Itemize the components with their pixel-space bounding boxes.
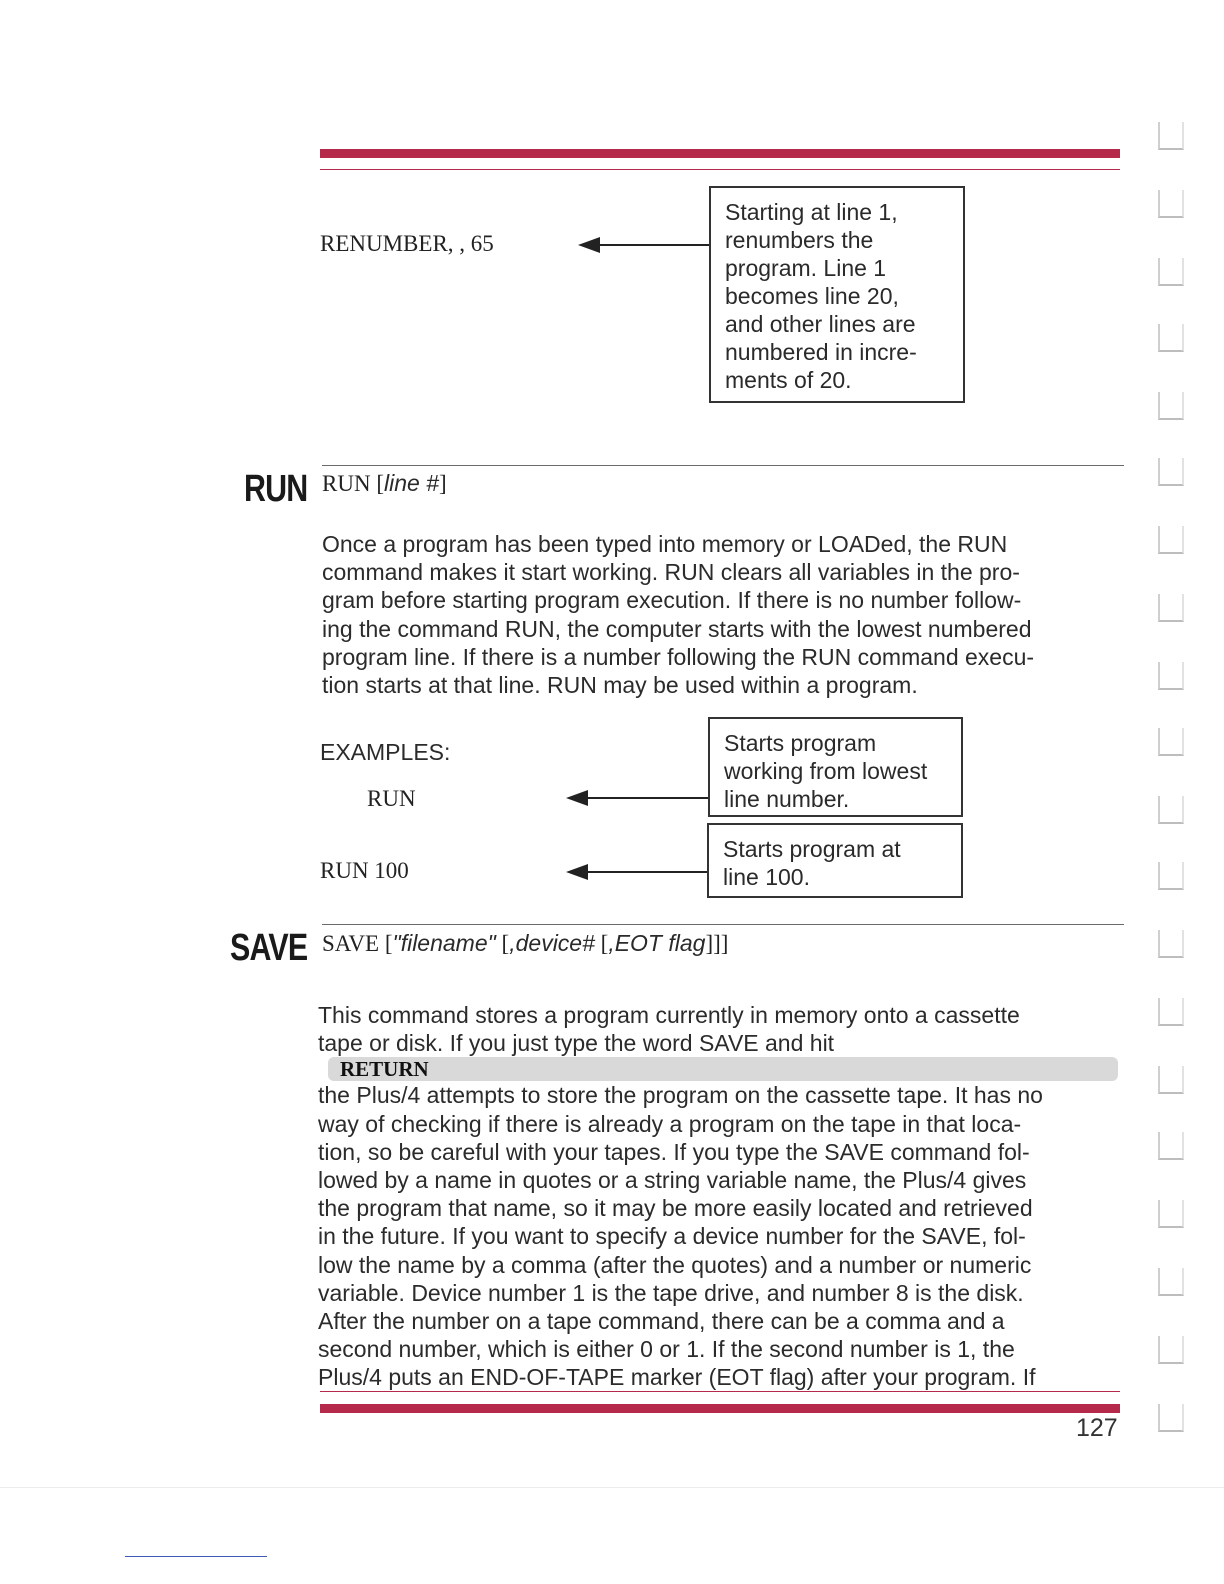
thumb-tab bbox=[1158, 122, 1184, 150]
thumb-tab bbox=[1158, 458, 1184, 486]
run-example-2-note bbox=[707, 823, 963, 898]
thumb-tab bbox=[1158, 258, 1184, 286]
save-description-line: After the number on a tape command, there can be a comma and a bbox=[318, 1308, 1005, 1335]
save-syntax-bracket: [ bbox=[495, 931, 510, 956]
run-section-rule bbox=[322, 465, 1124, 466]
run-keyword: RUN bbox=[244, 468, 308, 510]
run-example-1-note-line: Starts program bbox=[724, 730, 877, 756]
save-description-line-text: tape or disk. If you just type the word SAVE and hit bbox=[318, 1030, 835, 1057]
renumber-note-line: numbered in incre- bbox=[725, 339, 917, 365]
thumb-tab bbox=[1158, 1066, 1184, 1094]
save-description-line: lowed by a name in quotes or a string variable name, the Plus/4 gives bbox=[318, 1167, 1027, 1194]
run-example-1-note-line: line number. bbox=[724, 786, 850, 812]
run-description-line: gram before starting program execution. If there is no number follow- bbox=[322, 587, 1022, 614]
save-section-rule bbox=[322, 924, 1124, 925]
scan-mark-line bbox=[125, 1556, 267, 1557]
thumb-tab bbox=[1158, 1336, 1184, 1364]
save-description-line: low the name by a comma (after the quotes) and a number or numeric bbox=[318, 1251, 1032, 1278]
renumber-example: RENUMBER, , 65 bbox=[320, 231, 494, 256]
save-description-line: the Plus/4 attempts to store the program on the cassette tape. It has no bbox=[318, 1082, 1043, 1109]
renumber-note-line: ments of 20. bbox=[725, 367, 852, 393]
save-description-line: Plus/4 puts an END-OF-TAPE marker (EOT flag) after your program. If bbox=[318, 1364, 1036, 1391]
renumber-note-line: program. Line 1 bbox=[725, 255, 887, 281]
save-keyword: SAVE bbox=[230, 927, 308, 969]
renumber-note-line: Starting at line 1, bbox=[725, 199, 898, 225]
arrow-left-icon bbox=[566, 864, 709, 880]
renumber-note-line: and other lines are bbox=[725, 311, 916, 337]
save-description-line: way of checking if there is already a program on the tape in that loca- bbox=[318, 1110, 1022, 1137]
save-description-line: second number, which is either 0 or 1. If the second number is 1, the bbox=[318, 1336, 1015, 1363]
run-description-line: command makes it start working. RUN clears all variables in the pro- bbox=[322, 559, 1020, 586]
save-syntax-cmd: SAVE bbox=[322, 931, 380, 956]
thumb-tab bbox=[1158, 392, 1184, 420]
top-rule-thick bbox=[320, 149, 1120, 158]
save-syntax-eot: ,EOT flag bbox=[608, 930, 706, 956]
renumber-note-box bbox=[709, 186, 965, 403]
save-syntax-device: ,device# bbox=[509, 930, 595, 956]
thumb-tab bbox=[1158, 1404, 1184, 1432]
thumb-tab bbox=[1158, 662, 1184, 690]
renumber-note-line: renumbers the bbox=[725, 227, 874, 253]
save-description-line: This command stores a program currently in memory onto a cassette bbox=[318, 1002, 1020, 1028]
run-syntax-arg: line # bbox=[383, 470, 439, 496]
run-example-2: RUN 100 bbox=[320, 858, 409, 883]
thumb-tab bbox=[1158, 1132, 1184, 1160]
thumb-tab bbox=[1158, 862, 1184, 890]
top-rule-thin bbox=[320, 169, 1120, 170]
run-example-1-note bbox=[708, 717, 963, 817]
return-key-badge: RETURN bbox=[328, 1057, 1118, 1081]
run-description-line: ing the command RUN, the computer starts with the lowest numbered bbox=[322, 615, 1032, 642]
run-example-1: RUN bbox=[367, 786, 416, 811]
thumb-tab bbox=[1158, 324, 1184, 352]
save-syntax bbox=[322, 930, 728, 957]
page-edge-line bbox=[0, 1487, 1224, 1488]
thumb-tab bbox=[1158, 1200, 1184, 1228]
run-example-1-note-line: working from lowest bbox=[724, 758, 928, 784]
save-syntax-bracket: [ bbox=[594, 931, 609, 956]
thumb-tab bbox=[1158, 594, 1184, 622]
save-description-line: the program that name, so it may be more easily located and retrieved bbox=[318, 1195, 1033, 1222]
save-description-line: tion, so be careful with your tapes. If you type the SAVE command fol- bbox=[318, 1138, 1030, 1165]
run-syntax-close: ] bbox=[438, 471, 447, 496]
save-syntax-close: ]]] bbox=[705, 931, 729, 956]
save-syntax-open: [ bbox=[379, 931, 393, 956]
run-example-2-note-line: Starts program at bbox=[723, 836, 901, 862]
renumber-note-line: becomes line 20, bbox=[725, 283, 899, 309]
save-description bbox=[318, 1001, 1118, 1392]
run-description-line: Once a program has been typed into memory or LOADed, the RUN bbox=[322, 531, 1008, 557]
thumb-tab bbox=[1158, 998, 1184, 1026]
thumb-tab bbox=[1158, 190, 1184, 218]
bottom-rule-thin bbox=[320, 1391, 1120, 1392]
save-description-line: in the future. If you want to specify a device number for the SAVE, fol- bbox=[318, 1223, 1026, 1250]
run-syntax-cmd: RUN bbox=[322, 471, 371, 496]
run-description-line: program line. If there is a number following the RUN command execu- bbox=[322, 643, 1035, 670]
arrow-left-icon bbox=[566, 790, 709, 806]
run-syntax bbox=[322, 470, 447, 497]
bottom-rule-thick bbox=[320, 1404, 1120, 1413]
save-description-line bbox=[318, 1029, 1118, 1081]
examples-label: EXAMPLES: bbox=[320, 739, 451, 765]
arrow-left-icon bbox=[578, 237, 710, 253]
run-example-2-note-line: line 100. bbox=[723, 864, 810, 890]
run-syntax-open: [ bbox=[370, 471, 384, 496]
thumb-tab bbox=[1158, 930, 1184, 958]
page-number: 127 bbox=[1076, 1414, 1118, 1442]
save-description-line: variable. Device number 1 is the tape drive, and number 8 is the disk. bbox=[318, 1279, 1024, 1306]
run-description-line: tion starts at that line. RUN may be used within a program. bbox=[322, 672, 918, 699]
save-syntax-filename: "filename" bbox=[392, 930, 496, 956]
thumb-tab bbox=[1158, 728, 1184, 756]
thumb-tab bbox=[1158, 1268, 1184, 1296]
thumb-tab bbox=[1158, 526, 1184, 554]
thumb-tab bbox=[1158, 796, 1184, 824]
run-description bbox=[322, 530, 1122, 699]
